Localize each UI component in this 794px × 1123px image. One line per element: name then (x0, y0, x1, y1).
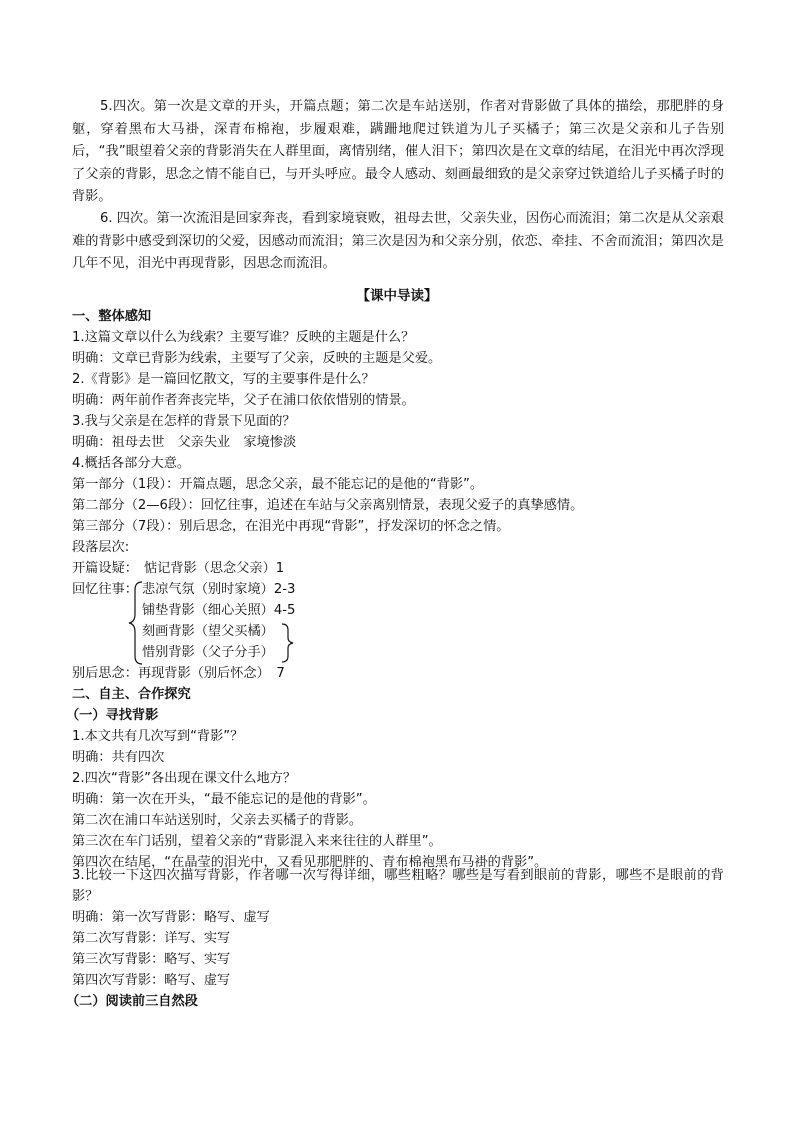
after-text: 再现背影（别后怀念） 7 (137, 666, 285, 681)
part2-heading: 二、自主、合作探究 (72, 687, 191, 702)
question-2: 2.《背影》是一篇回忆散文，写的主要事件是什么？ (72, 372, 375, 387)
open-label: 开篇设疑： (72, 561, 138, 576)
answer-1: 明确：文章已背影为线索，主要写了父亲，反映的主题是父爱。 (72, 351, 442, 366)
p2-answer-2-line-1: 明确：第一次在开头，“最不能忘记的是他的背影”。 (72, 792, 376, 807)
question-4: 4.概括各部分大意。 (72, 456, 191, 471)
answer-2: 明确：两年前作者奔丧完毕，父子在浦口依依惜别的情景。 (72, 393, 415, 408)
p2-question-1: 1.本文共有几次写到“背影”？ (72, 729, 244, 744)
after-label: 别后思念： (72, 666, 138, 681)
p2-answer-2-line-4: 第四次在结尾，“在晶莹的泪光中，又看见那肥胖的、青布棉袍黑布马褂的背影”。 (72, 855, 548, 870)
p2-answer-3-line-3: 第三次写背影：略写、实写 (72, 952, 231, 967)
recall-item-3: 刻画背影（望父买橘） (142, 624, 274, 639)
p2-answer-3-line-1: 明确：第一次写背影：略写、虚写 (72, 910, 270, 925)
structure-open (72, 558, 724, 580)
left-brace-icon (128, 580, 144, 666)
p2-answer-2-line-2: 第二次在浦口车站送别时，父亲去买橘子的背影。 (72, 813, 363, 828)
section-title: 【课中导读】 (356, 288, 438, 304)
section-summary-1: 第一部分（1段）：开篇点题，思念父亲，最不能忘记的是他的“背影”。 (72, 477, 484, 492)
subsection-find-shadow: （一）寻找背影 (66, 708, 159, 723)
p2-answer-3-line-4: 第四次写背影：略写、虚写 (72, 973, 231, 988)
answer-3: 明确：祖母去世 父亲失业 家境惨淡 (72, 435, 297, 450)
part1-heading: 一、整体感知 (72, 309, 152, 324)
subsection-read-paragraphs: （二）阅读前三自然段 (66, 994, 198, 1009)
recall-item-2: 铺垫背影（细心关照）4-5 (142, 603, 296, 618)
question-3: 3.我与父亲是在怎样的背景下见面的？ (72, 414, 296, 429)
question-1: 1.这篇文章以什么为线索？主要写谁？反映的主题是什么？ (72, 330, 415, 345)
open-text: 惦记背影（思念父亲）1 (143, 561, 285, 576)
p2-question-2: 2.四次“背影”各出现在课文什么地方？ (72, 771, 297, 786)
section-summary-3: 第三部分（7段）：别后思念，在泪光中再现“背影”，抒发深切的怀念之情。 (72, 519, 510, 534)
section-summary-2: 第二部分（2—6段）：回忆往事，追述在车站与父亲离别情景，表现父爱子的真挚感情。 (72, 498, 584, 513)
p2-answer-2-line-3: 第三次在车门话别，望着父亲的“背影混入来来往往的人群里”。 (72, 834, 442, 849)
layers-label: 段落层次: (72, 540, 130, 555)
recall-item-1: 悲凉气氛（别时家境）2-3 (142, 582, 296, 597)
recall-item-4: 惜别背影（父子分手） (142, 645, 274, 660)
right-brace-icon (280, 622, 294, 664)
p2-answer-3-line-2: 第二次写背影：详写、实写 (72, 931, 231, 946)
p2-answer-1: 明确：共有四次 (72, 750, 165, 765)
answer-6: 6. 四次。第一次流泪是回家奔丧，看到家境衰败，祖母去世，父亲失业，因伤心而流泪；第二次是从父亲艰难的背影中感受到深切的父爱，因感动而流泪；第三次是因为和父亲分别，依恋、牵挂、不舍而流泪；第四次是几年不见，泪光中再现背影，因思念而流泪。 (72, 211, 724, 271)
recall-label: 回忆往事： (72, 582, 138, 597)
p2-question-3: 3.比较一下这四次描写背影，作者哪一次写得详细，哪些粗略？哪些是写看到眼前的背影，哪些不是眼前的背影？ (72, 868, 724, 904)
answer-5: 5.四次。第一次是文章的开头，开篇点题；第二次是车站送别，作者对背影做了具体的描绘，那肥胖的身躯，穿着黑布大马褂，深青布棉袍，步履艰难，蹒跚地爬过铁道为儿子买橘子；第三次是父亲和儿子告别后，“我”眼望着父亲的背影消失在人群里面，离情别绪，催人泪下；第四次是在文章的结尾，在泪光中再次浮现了父亲的背影，思念之情不能自已，与开头呼应。最令人感动、刻画最细致的是父亲穿过铁道给儿子买橘子时的背影。 (72, 99, 724, 204)
structure-after (72, 663, 724, 685)
